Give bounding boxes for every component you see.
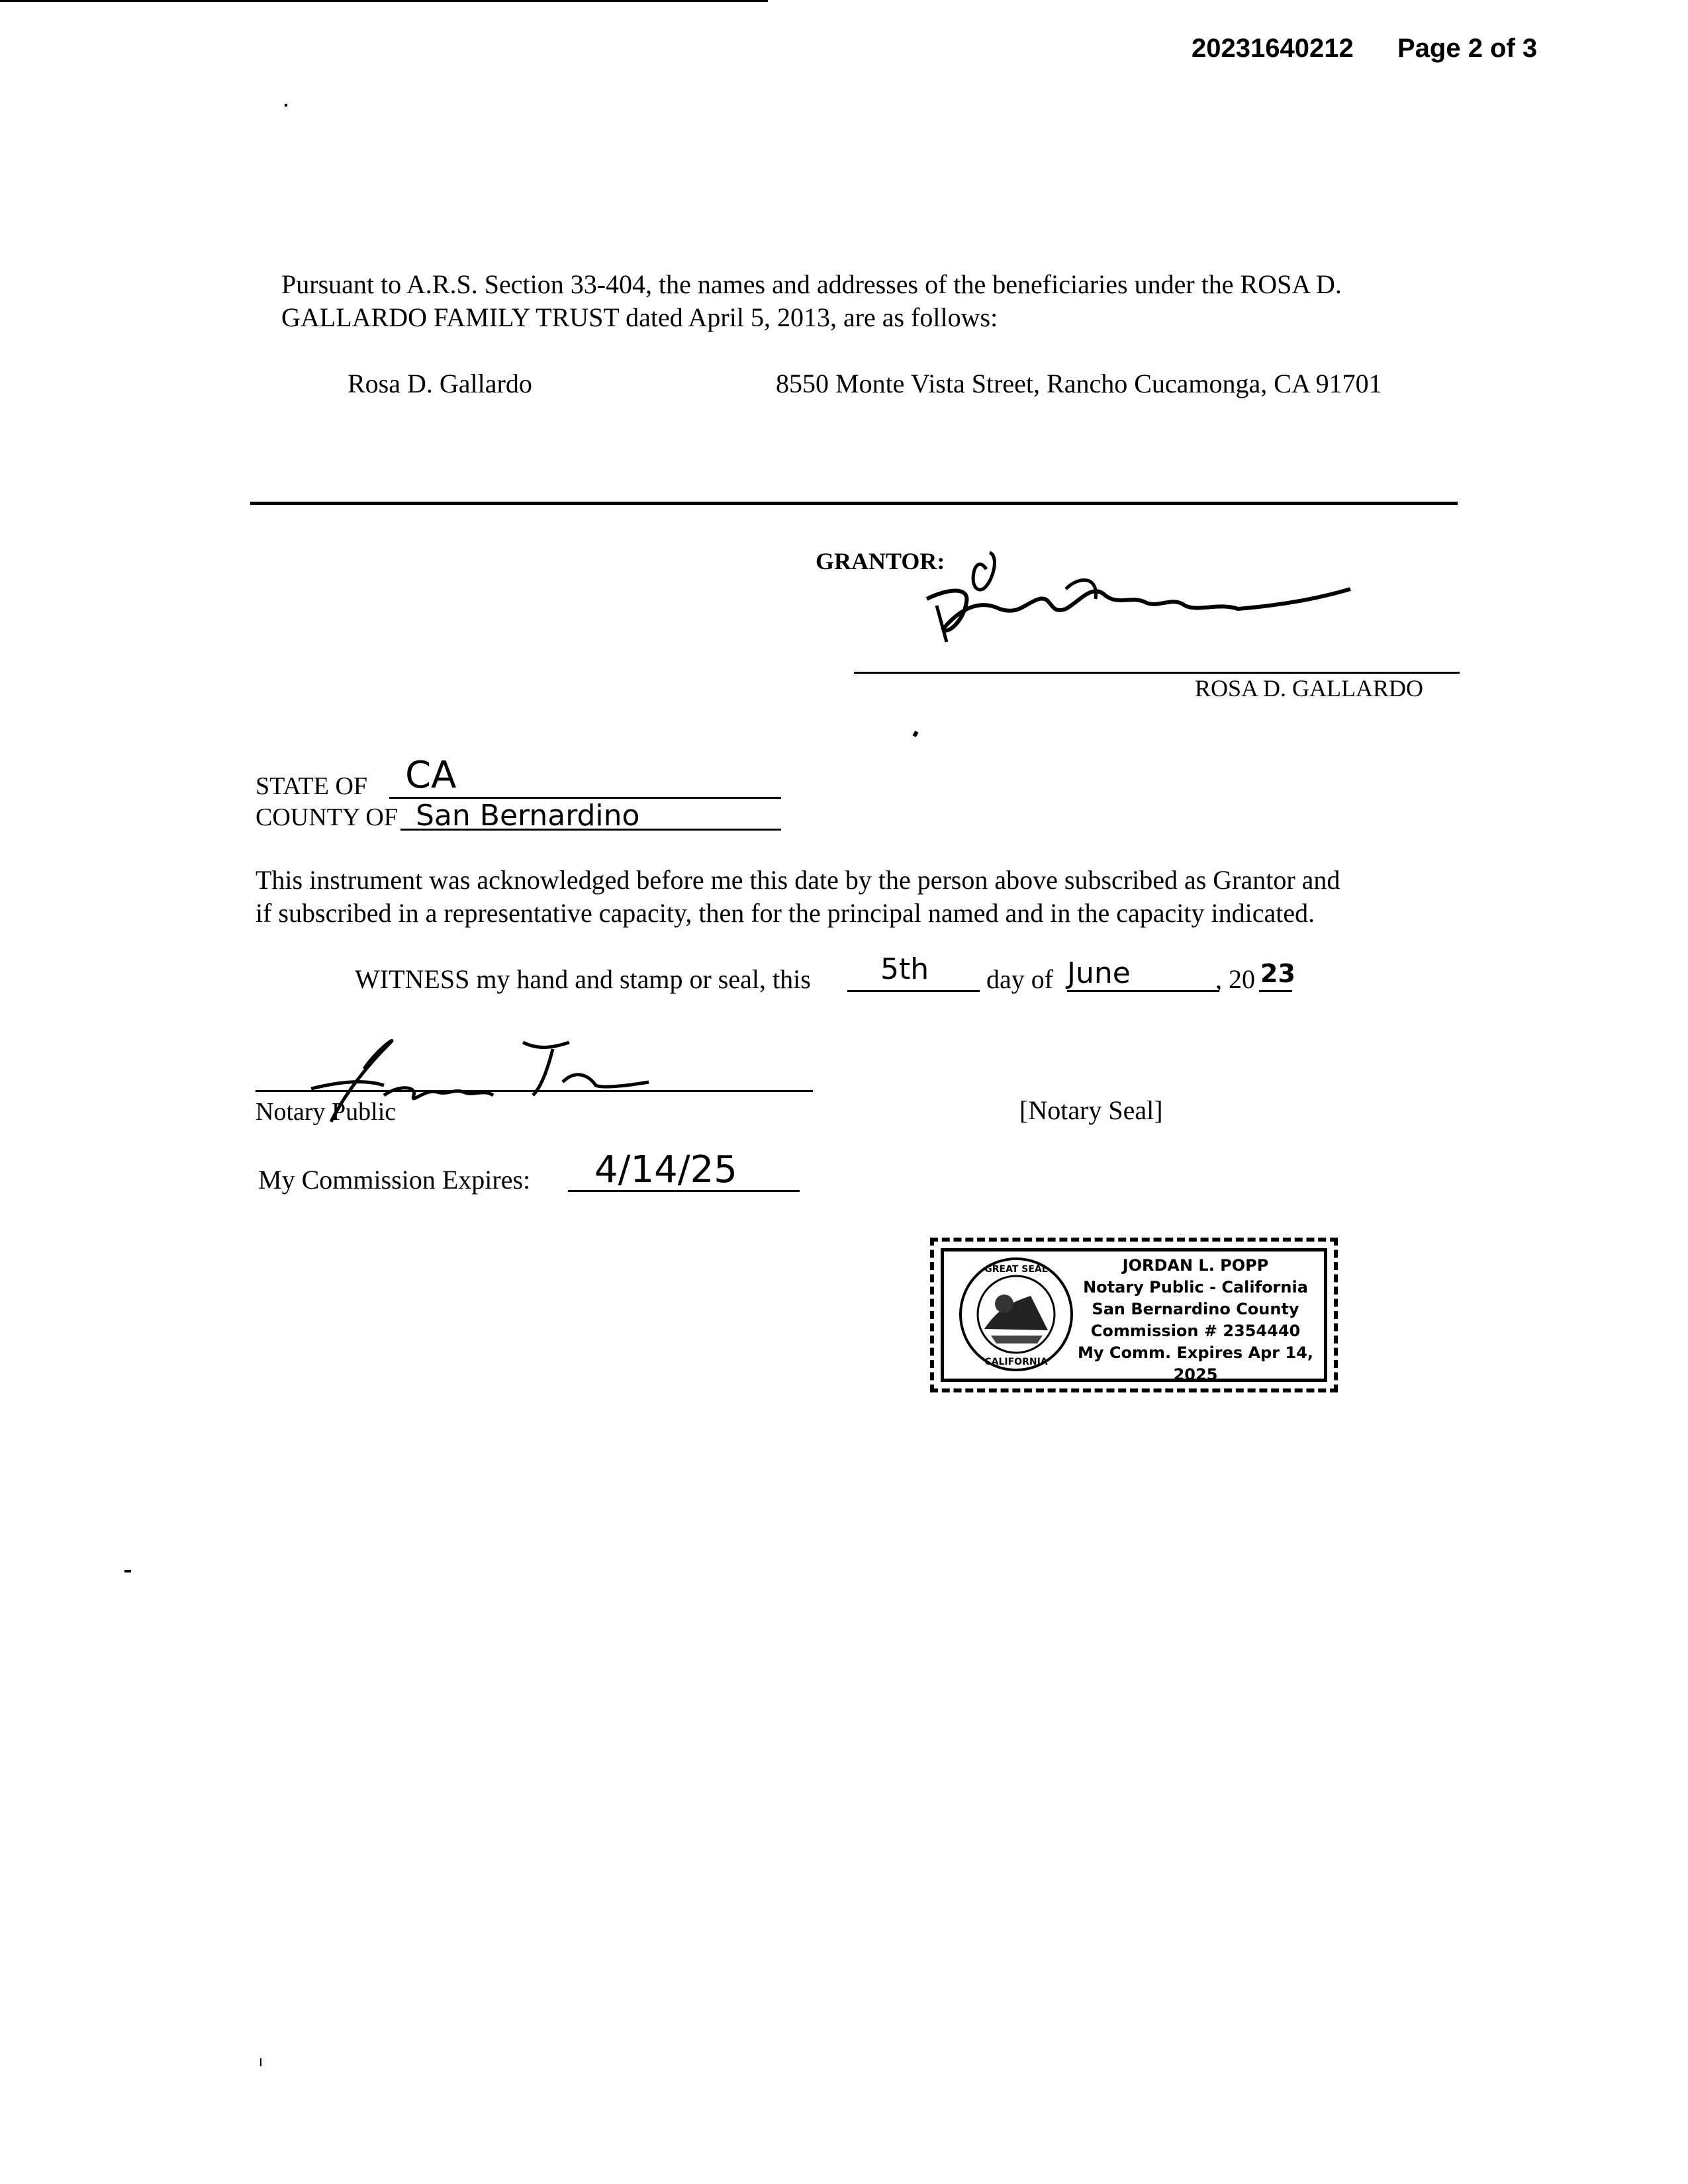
witness-year-prefix: , 20 bbox=[1215, 964, 1255, 994]
page-label: Page 2 of 3 bbox=[1397, 34, 1538, 63]
stamp-notary-name: JORDAN L. POPP bbox=[1122, 1256, 1269, 1275]
section-divider bbox=[250, 502, 1458, 505]
witness-year-value: 23 bbox=[1260, 959, 1295, 988]
witness-day-value: 5th bbox=[880, 952, 929, 986]
county-value: San Bernardino bbox=[416, 799, 640, 833]
county-label: COUNTY OF bbox=[256, 803, 398, 831]
witness-day-underline bbox=[847, 990, 980, 992]
acknowledgment-line2: if subscribed in a representative capacity, then for the principal named and in the capacity indicated. bbox=[256, 898, 1315, 928]
scan-top-edge bbox=[0, 0, 768, 2]
scan-speck bbox=[260, 2058, 261, 2066]
grantor-printed-name: ROSA D. GALLARDO bbox=[1195, 675, 1424, 702]
county-underline bbox=[400, 829, 781, 831]
commission-expires-underline bbox=[568, 1190, 800, 1192]
notary-seal-label: [Notary Seal] bbox=[1019, 1095, 1163, 1125]
acknowledgment-line1: This instrument was acknowledged before me this date by the person above subscribed as Grantor and bbox=[256, 865, 1340, 895]
witness-year-underline bbox=[1259, 990, 1292, 992]
california-seal-icon bbox=[958, 1256, 1074, 1373]
document-number: 20231640212 bbox=[1192, 34, 1354, 63]
witness-prefix: WITNESS my hand and stamp or seal, this bbox=[355, 964, 811, 994]
witness-month-value: June bbox=[1067, 956, 1131, 990]
scan-speck bbox=[124, 1570, 131, 1572]
grantor-signature bbox=[907, 536, 1370, 655]
state-label: STATE OF bbox=[256, 772, 368, 800]
svg-text:CALIFORNIA: CALIFORNIA bbox=[984, 1357, 1048, 1367]
beneficiaries-intro-line1: Pursuant to A.R.S. Section 33-404, the names and addresses of the beneficiaries under the ROSA D. bbox=[281, 269, 1342, 299]
witness-month-underline bbox=[1067, 990, 1219, 992]
state-value: CA bbox=[405, 754, 457, 797]
scan-speck bbox=[285, 104, 287, 107]
notary-public-label: Notary Public bbox=[256, 1098, 397, 1126]
svg-text:GREAT SEAL: GREAT SEAL bbox=[984, 1264, 1048, 1275]
stamp-expires: My Comm. Expires Apr 14, 2025 bbox=[1078, 1343, 1313, 1384]
stamp-commission: Commission # 2354440 bbox=[1090, 1322, 1301, 1340]
beneficiary-address: 8550 Monte Vista Street, Rancho Cucamonga, CA 91701 bbox=[776, 369, 1382, 398]
stamp-notary-title: Notary Public - California bbox=[1083, 1278, 1308, 1297]
witness-day-of: day of bbox=[986, 964, 1054, 994]
grantor-label: GRANTOR: bbox=[816, 548, 945, 574]
beneficiaries-intro-line2: GALLARDO FAMILY TRUST dated April 5, 2013, are as follows: bbox=[281, 302, 998, 332]
commission-expires-value: 4/14/25 bbox=[594, 1148, 737, 1191]
notary-stamp bbox=[930, 1238, 1338, 1392]
page-header bbox=[1192, 32, 1537, 65]
beneficiary-name: Rosa D. Gallardo bbox=[348, 369, 532, 398]
commission-expires-label: My Commission Expires: bbox=[258, 1165, 531, 1195]
notary-signature-line bbox=[256, 1090, 813, 1092]
stamp-county: San Bernardino County bbox=[1092, 1300, 1299, 1318]
scan-speck bbox=[912, 731, 918, 737]
